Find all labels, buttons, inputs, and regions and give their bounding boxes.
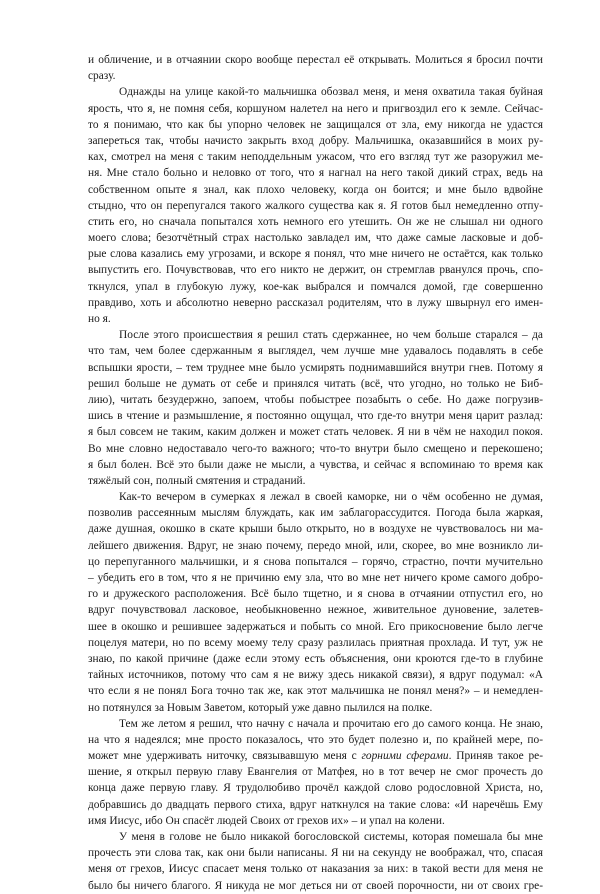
paragraph xyxy=(88,84,543,327)
text-line: что там, чем более сдержанным я выглядел, чем лучше мне удавалось подавлять в себе xyxy=(88,345,543,358)
text-line: У меня в голове не было никакой богословской системы, которая помешала бы мне xyxy=(119,831,543,843)
text-line: шение, я открыл первую главу Евангелия от Матфея, но в тот вечер не смог прочесть до xyxy=(88,766,543,779)
text-line: собственном опыте я знал, как плохо человеку, когда он боится; и мне было вдвойне xyxy=(88,183,543,196)
text-line: даже душная, окошко в скате крыши было открыто, но в воздухе не чувствовалось ни ма- xyxy=(88,523,543,536)
text-line: правдиво, хоть и абсолютно неверно рассказал родителям, что в лужу швырнул его имен- xyxy=(88,296,543,309)
text-line: прочесть эти слова так, как они были написаны. Я ни на секунду не воображал, что, спасая xyxy=(88,847,543,860)
text-line: Как-то вечером в сумерках я лежал в своей каморке, ни о чём особенно не думая, xyxy=(119,491,543,504)
text-line: стить его, но сначала попытался хоть немного его утешить. Он же не слышал ни одного xyxy=(88,215,543,228)
text-line: моего слова; безотчётный страх настолько завладел им, что даже самые ласковые и доб- xyxy=(88,232,543,245)
text-line: сразу. xyxy=(88,70,116,83)
text-line: меня от грехов, Иисус спасает меня только от наказания за них: в такой вести для меня не xyxy=(88,863,543,876)
document-page xyxy=(88,52,543,894)
text-line: шее в окошко и решившее задержаться и побыть со мной. Его прикосновение было легче xyxy=(88,620,543,633)
text-line: знаю, по какой причине (даже если этому есть объяснения, они кроются где-то в глубине xyxy=(88,652,543,665)
text-line: запереться так, чтобы начисто закрыть вход добру. Мальчишка, оказавшийся в моих ру- xyxy=(88,134,543,147)
text-line: но потянулся за Новым Заветом, который уже давно пылился на полке. xyxy=(88,701,433,714)
text-line: ткнулся, упал в глубокую лужу, кое-как выбрался и помчался домой, где совершенно xyxy=(88,280,543,293)
text-line: решил больше не думать от себе и принялся читать (всё, что угодно, но только не Биб- xyxy=(88,377,543,390)
text-line: тяжёлый сон, полный смятения и страданий. xyxy=(88,474,306,487)
text-line: и обличение, и в отчаянии скоро вообще перестал её открывать. Молиться я бросил почти xyxy=(88,54,543,66)
text-line: – убедить его в том, что я не причиню ему зла, что во мне нет ничего кроме самого добро- xyxy=(88,572,543,584)
text-line: Однажды на улице какой-то мальчишка обозвал меня, и меня охватила такая буйная xyxy=(119,86,543,99)
paragraph xyxy=(88,327,543,489)
text-segment: может мне удерживать ниточку, связывавшую меня с xyxy=(88,750,362,763)
text-line: поцелуя матери, но по всему моему телу сразу разлилась приятная прохлада. И тут, уж не xyxy=(88,636,543,649)
text-line: что если я не понял Бога точно так же, как этот мальчишка не понял меня?» – и немедлен- xyxy=(88,685,543,698)
paragraph xyxy=(88,829,543,894)
paragraph xyxy=(88,52,543,84)
text-line: то я понимаю, что как бы упорно человек не защищался от зла, ему никогда не удастся xyxy=(88,118,543,131)
text-line-with-italic xyxy=(88,748,543,764)
text-line: лейшего движения. Вдруг, не знаю почему, передо мной, или, скорее, во мне возникло ли- xyxy=(88,539,543,552)
text-line: стыдно, что он перепугался такого жалкого существа как я. Я готов был немедленно отпу- xyxy=(88,199,543,212)
text-line: цо перепуганного мальчишки, и я снова попытался – горячо, страстно, почти мучительно xyxy=(88,555,543,568)
text-line: лию), читать безудержно, запоем, чтобы побыстрее позабыть о себе. Но даже погрузив- xyxy=(88,393,543,406)
text-line: вдруг почувствовал ласковое, необыкновенно нежное, живительное дуновение, залетев- xyxy=(88,604,543,617)
text-line: го и дружеского расположения. Всё было тщетно, и я снова в отчаянии отпустил его, но xyxy=(88,588,543,601)
text-line: имя Иисус, ибо Он спасёт людей Своих от грехов их» – и упал на колени. xyxy=(88,814,445,827)
text-line: на что я надеялся; мне просто показалось, что это будет полезно и, по крайней мере, по- xyxy=(88,733,543,746)
text-line: вспышки ярости, – тем труднее мне было усмирять поднимавшийся внутри гнев. Потому я xyxy=(88,361,543,374)
text-line: я был болен. Всё это были даже не мысли, а чувства, и сейчас я вспоминаю то время как xyxy=(88,458,543,471)
text-line: было бы ничего благого. Я никуда не мог деться ни от своей порочности, ни от своих гре- xyxy=(88,879,543,892)
text-line: добравшись до двадцать первого стиха, вдруг наткнулся на такие слова: «И наречёшь Ему xyxy=(88,798,543,811)
italic-phrase: горними сферами xyxy=(361,750,449,763)
text-line: ках, смотрел на меня с таким неподдельным ужасом, что его взгляд тут же разоружил ме- xyxy=(88,151,543,164)
text-line: рые слова казались ему угрозами, и вскоре я понял, что мне ничего не остаётся, как только xyxy=(88,248,543,261)
text-line: шись в чтение и размышление, я постоянно ощущал, что где-то внутри меня царит разлад: xyxy=(88,410,543,423)
text-line: ярость, что я, не помня себя, коршуном налетел на него и пригвоздил его к земле. Сейчас- xyxy=(88,102,543,115)
paragraph xyxy=(88,489,543,716)
text-line: Тем же летом я решил, что начну с начала и прочитаю его до самого конца. Не знаю, xyxy=(119,717,543,730)
text-line: я был совсем не таким, каким должен и может стать человек. Я ни в чём не находил покоя. xyxy=(88,426,543,439)
text-line: но я. xyxy=(88,313,111,325)
text-line: позволив рассеянным мыслям блуждать, как им заблагорассудится. Погода была жаркая, xyxy=(88,507,543,520)
text-line: тайных источников, потому что сам я не вижу здесь никакой связи), я вдруг подумал: «А xyxy=(88,669,543,682)
text-line: Во мне словно недоставало чего-то важного; что-то внутри было смещено и перекошено; xyxy=(88,442,543,455)
paragraph xyxy=(88,716,543,829)
text-line: конца даже первую главу. Я трудолюбиво прочёл каждой слово родословной Христа, но, xyxy=(88,782,543,795)
text-line: После этого происшествия я решил стать сдержаннее, но чем больше старался – да xyxy=(119,329,543,342)
text-line: выпустить его. Почувствовав, что его никто не держит, он стремглав рванулся прочь, спо- xyxy=(88,264,543,277)
text-segment: . Приняв такое ре- xyxy=(448,750,543,763)
text-line: ня. Мне стало больно и неловко от того, что я нагнал на него такой дикий страх, ведь на xyxy=(88,167,543,180)
